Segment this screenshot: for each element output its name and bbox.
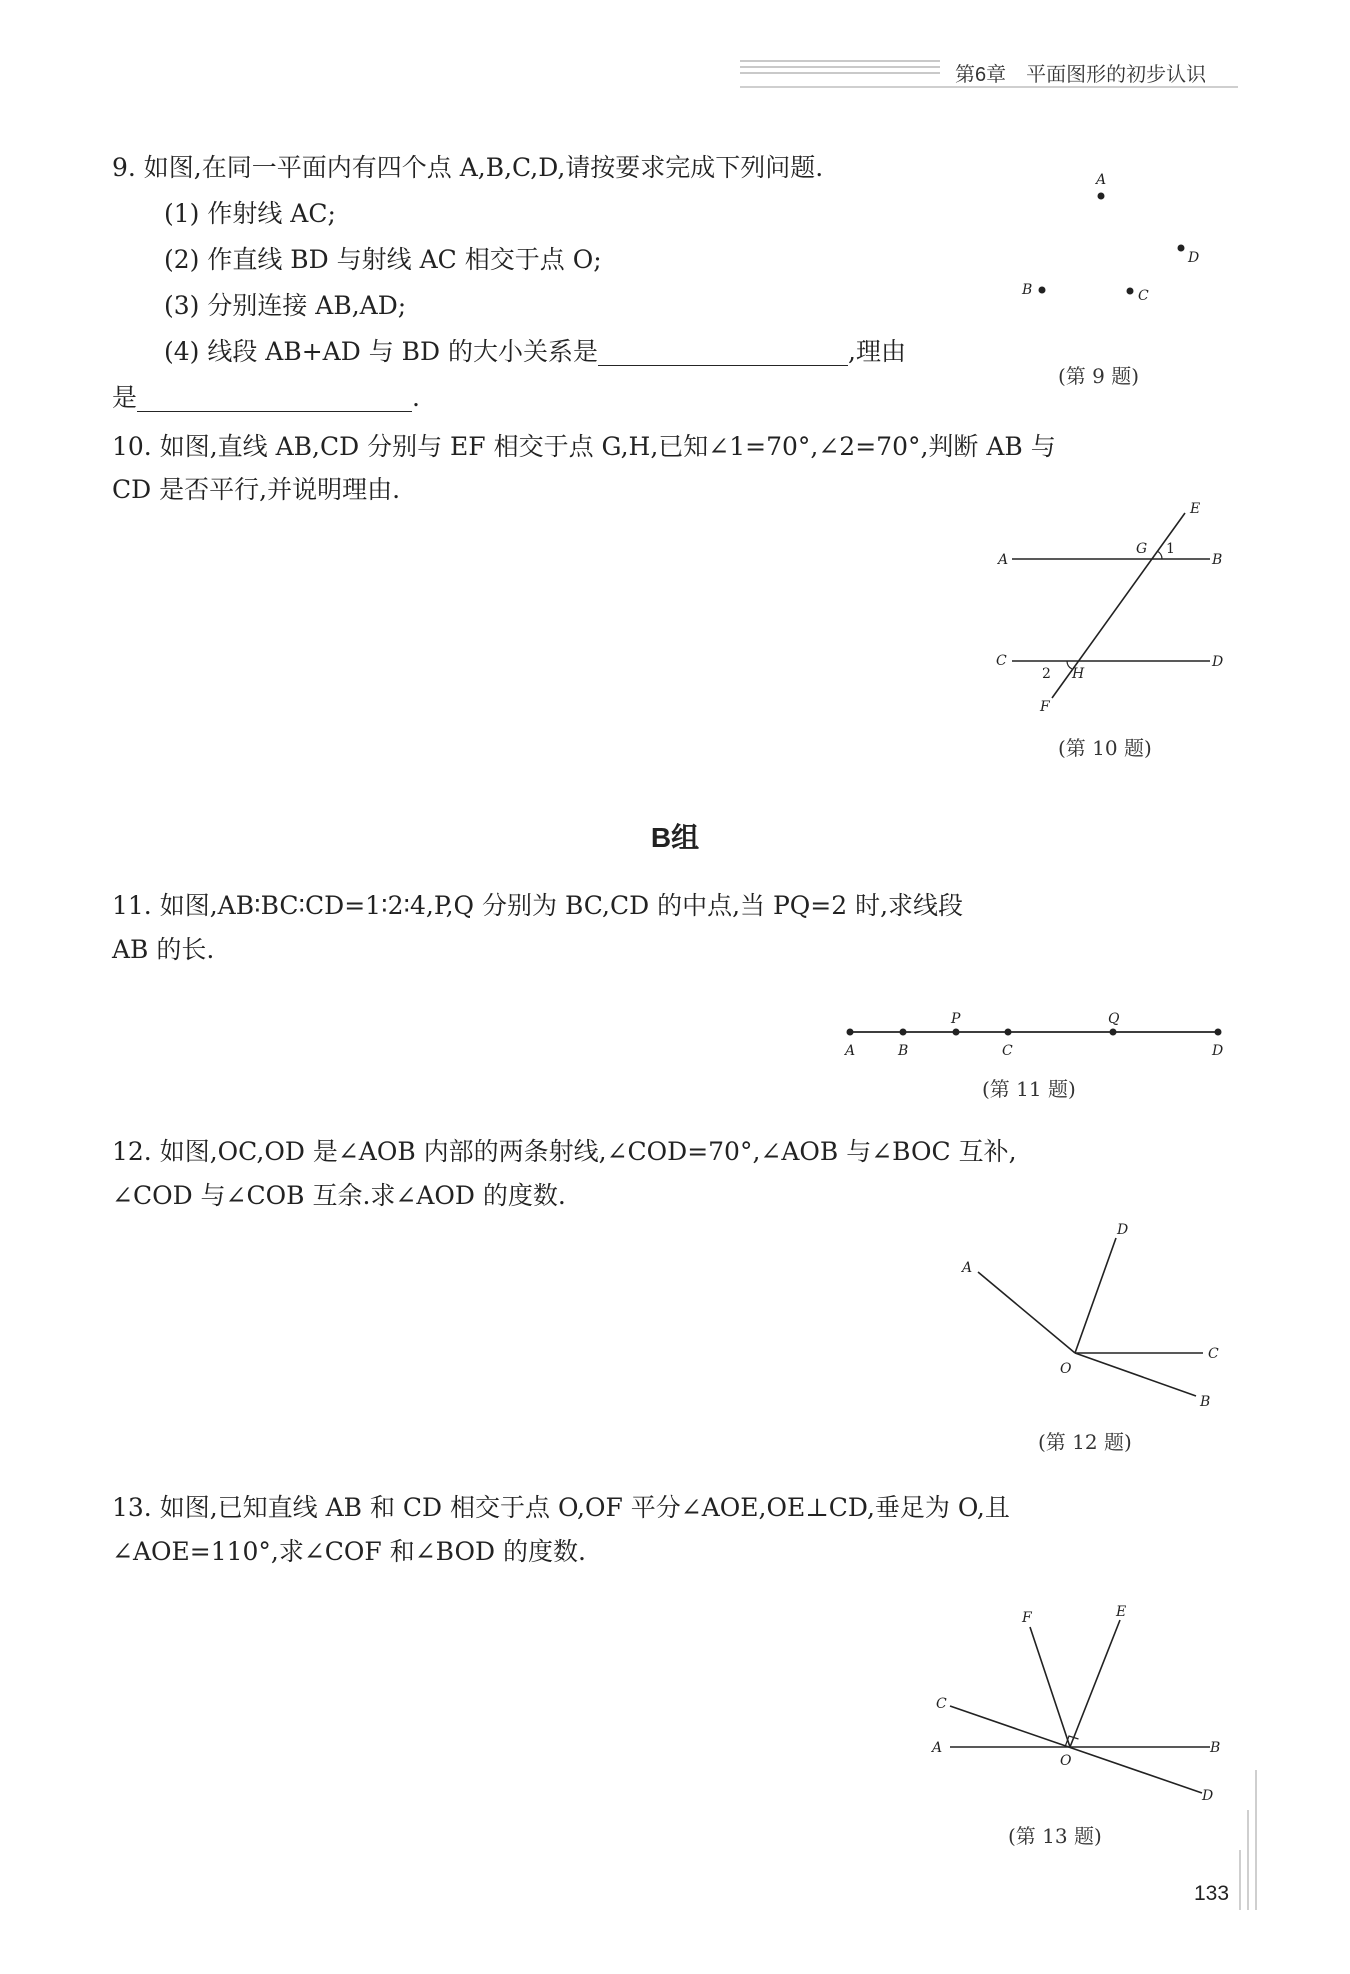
q10-caption: (第 10 题) <box>1058 736 1152 760</box>
q9-part4-cont: 是______________________. <box>112 383 420 412</box>
ray-oe <box>1070 1620 1120 1747</box>
point-a <box>1098 193 1105 200</box>
page-number: 133 <box>1194 1882 1230 1905</box>
header-decoration <box>740 60 940 80</box>
label-h: H <box>1072 666 1085 682</box>
label-c: C <box>1208 1346 1219 1362</box>
label-o: O <box>1060 1361 1072 1377</box>
label-c: C <box>1138 288 1149 304</box>
q13-caption: (第 13 题) <box>1008 1824 1102 1848</box>
q13-line1: 13. 如图,已知直线 AB 和 CD 相交于点 O,OF 平分∠AOE,OE⊥CD,垂足为 O,且 <box>112 1493 1010 1522</box>
label-a: A <box>845 1043 856 1059</box>
point-d <box>1178 245 1185 252</box>
label-a: A <box>998 552 1009 568</box>
page-edge-decoration <box>1235 1760 1265 1910</box>
q11-line1: 11. 如图,AB∶BC∶CD=1∶2∶4,P,Q 分别为 BC,CD 的中点,当 PQ=2 时,求线段 <box>112 891 964 920</box>
q11-line2: AB 的长. <box>112 935 215 964</box>
q9-part4: (4) 线段 AB+AD 与 BD 的大小关系是____________________,理由 <box>164 337 906 366</box>
label-b: B <box>1210 1740 1220 1756</box>
label-angle-2: 2 <box>1042 666 1051 682</box>
point-c <box>1127 288 1134 295</box>
label-c: C <box>1002 1043 1013 1059</box>
line-cd <box>950 1706 1202 1793</box>
q9-part2: (2) 作直线 BD 与射线 AC 相交于点 O; <box>164 245 602 274</box>
point-c <box>1005 1029 1012 1036</box>
q11-caption: (第 11 题) <box>982 1077 1076 1101</box>
q9-caption: (第 9 题) <box>1058 364 1140 388</box>
q9-stem: 9. 如图,在同一平面内有四个点 A,B,C,D,请按要求完成下列问题. <box>112 153 824 182</box>
label-d: D <box>1202 1788 1214 1804</box>
label-d: D <box>1212 1043 1224 1059</box>
label-d: D <box>1117 1222 1129 1238</box>
group-b-title: B组 <box>650 822 700 853</box>
chapter-title: 第6章 平面图形的初步认识 <box>955 64 1207 86</box>
q9-figure <box>1000 160 1240 320</box>
point-q <box>1110 1029 1117 1036</box>
ray-od <box>1075 1238 1116 1353</box>
label-d: D <box>1212 654 1224 670</box>
q9-part1: (1) 作射线 AC; <box>164 199 336 228</box>
ray-oa <box>978 1272 1075 1353</box>
q13-line2: ∠AOE=110°,求∠COF 和∠BOD 的度数. <box>112 1537 586 1566</box>
label-f: F <box>1040 699 1050 715</box>
q10-figure <box>990 495 1240 725</box>
ray-of <box>1030 1627 1070 1747</box>
point-b <box>1039 287 1046 294</box>
point-p <box>953 1029 960 1036</box>
label-angle-1: 1 <box>1166 541 1175 557</box>
label-p: P <box>951 1011 961 1027</box>
label-b: B <box>1200 1394 1211 1410</box>
q13-figure <box>920 1590 1220 1810</box>
q11-figure <box>830 1005 1230 1075</box>
q12-line2: ∠COD 与∠COB 互余.求∠AOD 的度数. <box>112 1181 566 1210</box>
point-b <box>900 1029 907 1036</box>
ray-ob <box>1075 1353 1196 1396</box>
label-o: O <box>1060 1753 1072 1769</box>
label-a: A <box>962 1260 973 1276</box>
label-d: D <box>1188 250 1200 266</box>
label-b: B <box>1022 282 1033 298</box>
label-b: B <box>1212 552 1223 568</box>
q10-line1: 10. 如图,直线 AB,CD 分别与 EF 相交于点 G,H,已知∠1=70°,∠2=70°,判断 AB 与 <box>112 432 1056 461</box>
q12-line1: 12. 如图,OC,OD 是∠AOB 内部的两条射线,∠COD=70°,∠AOB 与∠BOC 互补, <box>112 1137 1017 1166</box>
label-f: F <box>1022 1610 1032 1626</box>
label-a: A <box>1096 172 1107 188</box>
label-e: E <box>1116 1604 1127 1620</box>
label-g: G <box>1136 541 1148 557</box>
label-e: E <box>1190 501 1201 517</box>
q12-caption: (第 12 题) <box>1038 1430 1132 1454</box>
point-a <box>847 1029 854 1036</box>
label-c: C <box>936 1696 947 1712</box>
label-b: B <box>898 1043 909 1059</box>
q12-figure <box>950 1210 1230 1420</box>
label-a: A <box>932 1740 943 1756</box>
q10-line2: CD 是否平行,并说明理由. <box>112 475 401 504</box>
point-d <box>1215 1029 1222 1036</box>
label-q: Q <box>1108 1011 1120 1027</box>
q9-part3: (3) 分别连接 AB,AD; <box>164 291 407 320</box>
label-c: C <box>996 653 1007 669</box>
